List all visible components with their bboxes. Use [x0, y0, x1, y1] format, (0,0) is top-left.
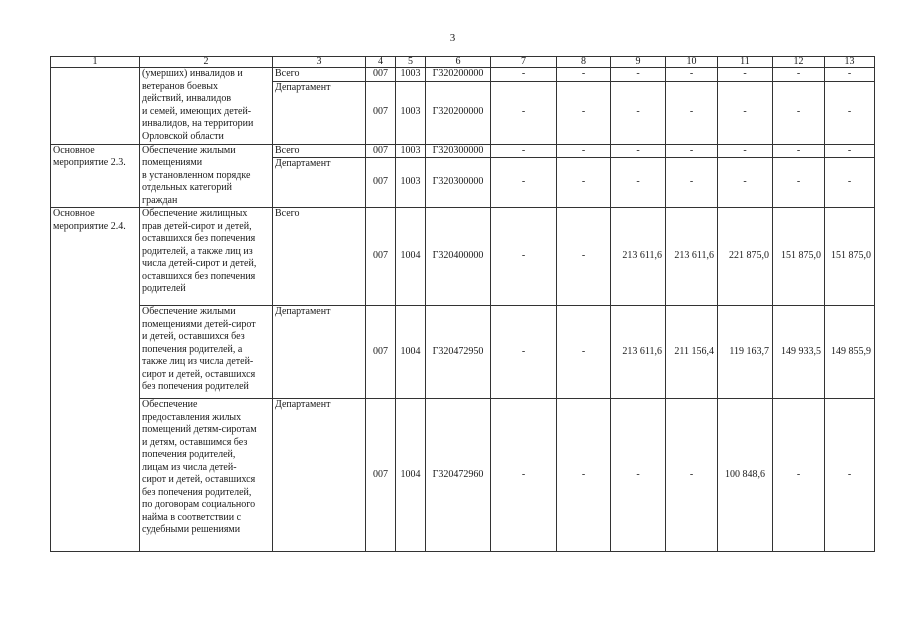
header-cell: 9	[611, 57, 666, 68]
value-cell: -	[557, 144, 611, 158]
code-cell: Г320400000	[426, 208, 491, 306]
value-cell: -	[491, 144, 557, 158]
value-cell: -	[491, 208, 557, 306]
code-cell: 1003	[396, 158, 426, 208]
value-cell: -	[491, 399, 557, 552]
value-cell: -	[718, 68, 773, 82]
value-cell: -	[557, 208, 611, 306]
header-cell: 3	[273, 57, 366, 68]
header-cell: 1	[51, 57, 140, 68]
event-cell	[51, 68, 140, 145]
header-cell: 2	[140, 57, 273, 68]
value-cell: 149 933,5	[773, 306, 825, 399]
executor-cell: Департамент	[273, 306, 366, 399]
value-cell: -	[611, 68, 666, 82]
value-cell: -	[773, 158, 825, 208]
table-row	[51, 399, 875, 552]
header-cell: 6	[426, 57, 491, 68]
value-cell: -	[825, 399, 875, 552]
header-cell: 13	[825, 57, 875, 68]
header-cell: 4	[366, 57, 396, 68]
code-cell: Г320200000	[426, 68, 491, 82]
value-cell: -	[825, 144, 875, 158]
code-cell: 007	[366, 144, 396, 158]
description-cell: Обеспечение жилыми помещениями в установленном порядке отдельных категорий граждан	[140, 144, 273, 208]
value-cell: -	[666, 81, 718, 144]
executor-cell: Департамент	[273, 158, 366, 208]
value-cell: -	[773, 399, 825, 552]
code-cell: Г320472950	[426, 306, 491, 399]
value-cell: -	[491, 158, 557, 208]
code-cell: 007	[366, 399, 396, 552]
value-cell: -	[611, 81, 666, 144]
description-cell: (умерших) инвалидов и ветеранов боевых действий, инвалидов и семей, имеющих детей- инвалидов, на территории Орловской области	[140, 68, 273, 145]
code-cell: 007	[366, 306, 396, 399]
code-cell: Г320300000	[426, 158, 491, 208]
value-cell: -	[557, 68, 611, 82]
value-cell: 100 848,6	[718, 399, 773, 552]
description-cell: Обеспечение жилыми помещениями детей-сирот и детей, оставшихся без попечения родителей, а также лиц из числа детей- сирот и детей, оставшихся без попечения родителей	[140, 306, 273, 399]
value-cell: -	[611, 158, 666, 208]
budget-table	[50, 56, 875, 552]
code-cell: Г320300000	[426, 144, 491, 158]
value-cell: -	[773, 81, 825, 144]
value-cell: -	[557, 399, 611, 552]
code-cell: 007	[366, 81, 396, 144]
header-cell: 12	[773, 57, 825, 68]
value-cell: -	[491, 306, 557, 399]
event-cell: Основное мероприятие 2.4.	[51, 208, 140, 552]
value-cell: -	[611, 144, 666, 158]
value-cell: -	[611, 399, 666, 552]
code-cell: 1004	[396, 306, 426, 399]
value-cell: 213 611,6	[611, 208, 666, 306]
code-cell: 1004	[396, 208, 426, 306]
event-cell: Основное мероприятие 2.3.	[51, 144, 140, 208]
header-cell: 7	[491, 57, 557, 68]
table-row	[51, 306, 875, 399]
value-cell: 149 855,9	[825, 306, 875, 399]
value-cell: -	[666, 68, 718, 82]
code-cell: 007	[366, 208, 396, 306]
value-cell: -	[666, 399, 718, 552]
value-cell: -	[491, 81, 557, 144]
executor-cell: Всего	[273, 68, 366, 82]
executor-cell: Всего	[273, 208, 366, 306]
header-row	[51, 57, 875, 68]
value-cell: -	[773, 144, 825, 158]
executor-cell: Департамент	[273, 81, 366, 144]
value-cell: 213 611,6	[666, 208, 718, 306]
value-cell: -	[825, 158, 875, 208]
header-cell: 8	[557, 57, 611, 68]
value-cell: 151 875,0	[773, 208, 825, 306]
code-cell: Г320472960	[426, 399, 491, 552]
page-number: 3	[449, 32, 456, 44]
code-cell: 1003	[396, 81, 426, 144]
table-row	[51, 68, 875, 82]
executor-cell: Всего	[273, 144, 366, 158]
value-cell: 221 875,0	[718, 208, 773, 306]
value-cell: -	[491, 68, 557, 82]
header-cell: 10	[666, 57, 718, 68]
value-cell: -	[666, 144, 718, 158]
value-cell: -	[825, 81, 875, 144]
code-cell: 007	[366, 68, 396, 82]
value-cell: -	[666, 158, 718, 208]
value-cell: -	[825, 68, 875, 82]
value-cell: 213 611,6	[611, 306, 666, 399]
value-cell: 151 875,0	[825, 208, 875, 306]
value-cell: 211 156,4	[666, 306, 718, 399]
table-row	[51, 208, 875, 306]
header-cell: 11	[718, 57, 773, 68]
description-cell: Обеспечение предоставления жилых помещений детям-сиротам и детям, оставшимся без попечения родителей, лицам из числа детей- сирот и детей, оставшихся без попечения родителей, по договорам социального найма в соответствии с судебными решениями	[140, 399, 273, 552]
value-cell: -	[718, 158, 773, 208]
value-cell: -	[557, 158, 611, 208]
table-row	[51, 144, 875, 158]
code-cell: 1003	[396, 144, 426, 158]
value-cell: -	[718, 81, 773, 144]
value-cell: -	[557, 306, 611, 399]
value-cell: 119 163,7	[718, 306, 773, 399]
code-cell: 007	[366, 158, 396, 208]
description-cell: Обеспечение жилищных прав детей-сирот и детей, оставшихся без попечения родителей, а также лиц из числа детей-сирот и детей, оставшихся без попечения родителей	[140, 208, 273, 306]
code-cell: 1004	[396, 399, 426, 552]
code-cell: 1003	[396, 68, 426, 82]
header-cell: 5	[396, 57, 426, 68]
code-cell: Г320200000	[426, 81, 491, 144]
value-cell: -	[557, 81, 611, 144]
value-cell: -	[773, 68, 825, 82]
value-cell: -	[718, 144, 773, 158]
executor-cell: Департамент	[273, 399, 366, 552]
